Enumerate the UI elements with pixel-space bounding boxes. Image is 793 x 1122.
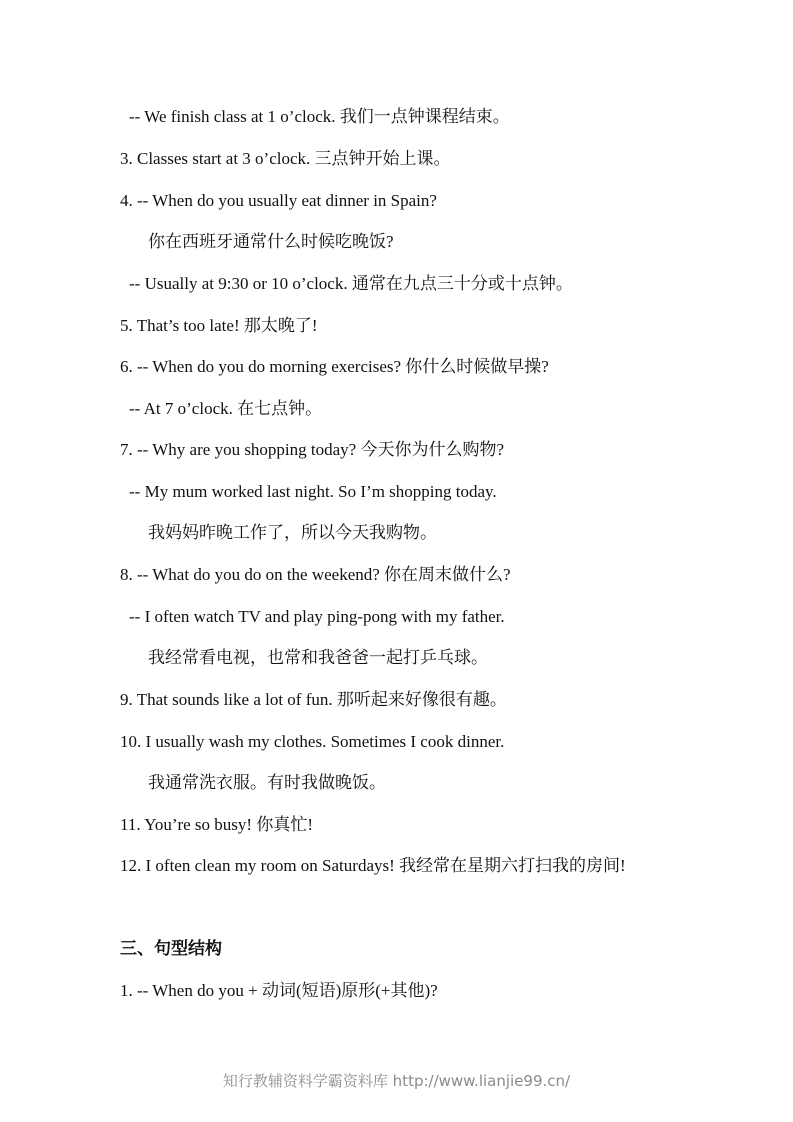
text-line-13: -- I often watch TV and play ping-pong with my father. [129,607,505,626]
text-line-12: 8. -- What do you do on the weekend? 你在周末做什么? [120,565,511,584]
text-line-8: -- At 7 o’clock. 在七点钟。 [129,399,323,418]
section-heading: 三、句型结构 [120,939,222,959]
text-line-5: -- Usually at 9:30 or 10 o’clock. 通常在九点三十分或十点钟。 [129,274,573,293]
text-line-2: 3. Classes start at 3 o’clock. 三点钟开始上课。 [120,149,451,168]
footer-watermark: 知行教辅资料学霸资料库 http://www.lianjie99.cn/ [222,1072,571,1090]
text-line-15: 9. That sounds like a lot of fun. 那听起来好像很有趣。 [120,690,507,709]
text-line-3: 4. -- When do you usually eat dinner in Spain? [120,191,437,210]
text-line-7: 6. -- When do you do morning exercises? 你什么时候做早操? [120,357,549,376]
text-line-18: 11. You’re so busy! 你真忙! [120,815,313,834]
text-line-6: 5. That’s too late! 那太晚了! [120,316,318,335]
text-line-9: 7. -- Why are you shopping today? 今天你为什么购物? [120,440,505,459]
text-line-4: 你在西班牙通常什么时候吃晚饭? [148,232,394,251]
text-line-11: 我妈妈昨晚工作了，所以今天我购物。 [148,523,437,542]
text-line-17: 我通常洗衣服。有时我做晚饭。 [148,773,386,792]
text-line-10: -- My mum worked last night. So I’m shopping today. [129,482,497,501]
pattern-line: 1. -- When do you + 动词(短语)原形(+其他)? [120,981,438,1000]
text-line-1: -- We finish class at 1 o’clock. 我们一点钟课程结束。 [129,107,510,126]
text-line-19: 12. I often clean my room on Saturdays! 我经常在星期六打扫我的房间! [120,856,626,875]
text-line-16: 10. I usually wash my clothes. Sometimes I cook dinner. [120,732,505,751]
text-line-14: 我经常看电视，也常和我爸爸一起打乒乓球。 [148,648,488,667]
